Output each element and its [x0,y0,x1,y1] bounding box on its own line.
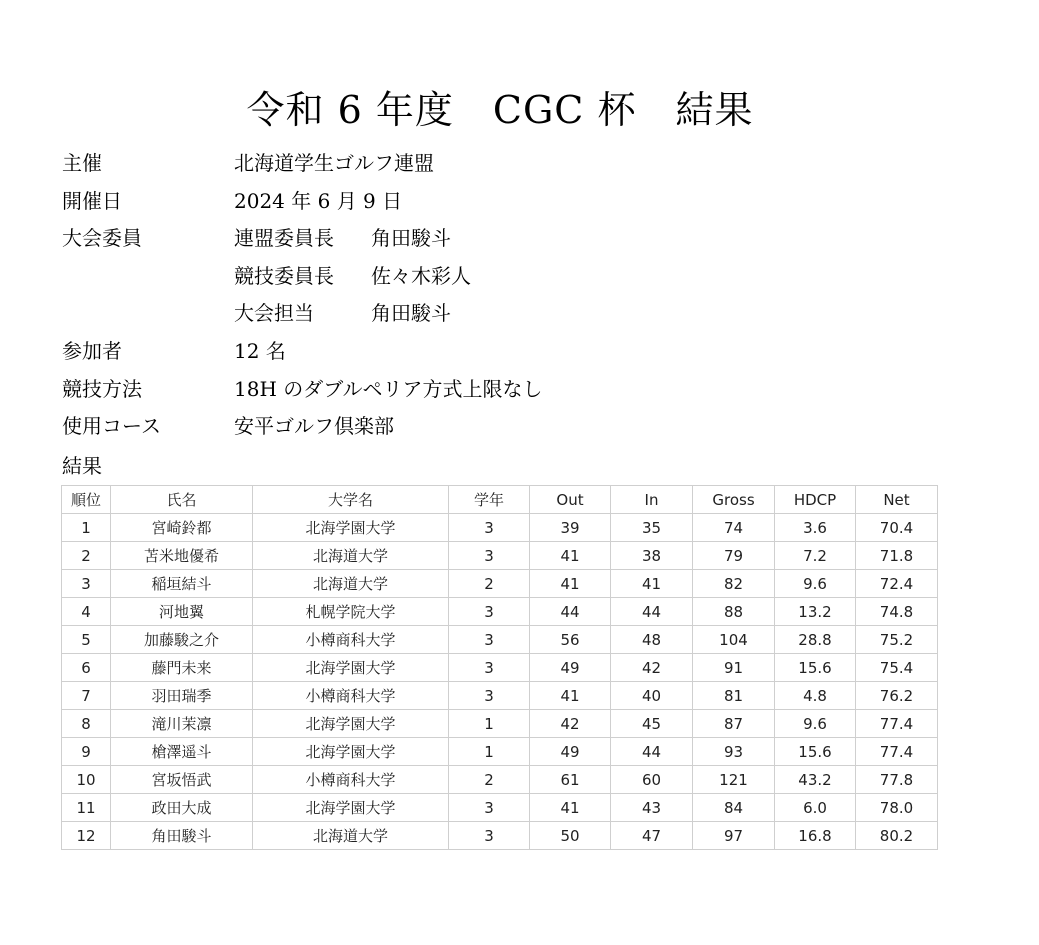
table-row [62,738,938,766]
results-heading: 結果 [62,454,102,478]
committee-name: 角田駿斗 [371,226,451,251]
grade-cell: 3 [449,682,530,710]
table-header [62,486,938,514]
committee-label: 大会委員 [62,226,142,251]
organizer-row [62,145,542,183]
grade-cell: 3 [449,514,530,542]
in-cell: 43 [611,794,693,822]
date-value: 2024 年 6 月 9 日 [234,188,403,213]
rank-cell: 11 [62,794,111,822]
table-body [62,514,938,850]
gross-cell: 74 [693,514,775,542]
committee-role: 競技委員長 [234,263,334,288]
table-row [62,570,938,598]
university-cell: 北海学園大学 [253,710,449,738]
out-cell: 49 [530,654,611,682]
net-cell: 75.2 [856,626,938,654]
gross-cell: 87 [693,710,775,738]
participants-row [62,333,542,371]
net-cell: 77.8 [856,766,938,794]
net-cell: 78.0 [856,794,938,822]
out-cell: 39 [530,514,611,542]
name-cell: 稲垣結斗 [111,570,253,598]
rank-cell: 6 [62,654,111,682]
grade-cell: 1 [449,710,530,738]
university-cell: 札幌学院大学 [253,598,449,626]
in-cell: 35 [611,514,693,542]
committee-row [62,220,542,258]
gross-cell: 97 [693,822,775,850]
hdcp-cell: 7.2 [775,542,856,570]
university-cell: 北海学園大学 [253,794,449,822]
hdcp-cell: 9.6 [775,570,856,598]
university-cell: 小樽商科大学 [253,626,449,654]
gross-cell: 81 [693,682,775,710]
out-cell: 49 [530,738,611,766]
university-cell: 北海道大学 [253,570,449,598]
grade-cell: 3 [449,598,530,626]
results-table [61,485,938,850]
gross-cell: 104 [693,626,775,654]
hdcp-header: HDCP [775,486,856,514]
gross-cell: 88 [693,598,775,626]
university-cell: 北海学園大学 [253,738,449,766]
name-cell: 政田大成 [111,794,253,822]
name-header: 氏名 [111,486,253,514]
gross-cell: 79 [693,542,775,570]
participants-label: 参加者 [62,338,122,363]
rank-cell: 10 [62,766,111,794]
net-cell: 70.4 [856,514,938,542]
rank-cell: 1 [62,514,111,542]
out-header: Out [530,486,611,514]
hdcp-cell: 15.6 [775,654,856,682]
organizer-value: 北海道学生ゴルフ連盟 [234,151,434,175]
course-label: 使用コース [62,414,161,439]
in-cell: 44 [611,598,693,626]
net-cell: 76.2 [856,682,938,710]
table-row [62,682,938,710]
committee-member [234,258,471,296]
out-cell: 44 [530,598,611,626]
university-cell: 北海道大学 [253,822,449,850]
in-cell: 47 [611,822,693,850]
in-cell: 42 [611,654,693,682]
net-cell: 74.8 [856,598,938,626]
grade-cell: 3 [449,822,530,850]
rank-cell: 3 [62,570,111,598]
in-cell: 38 [611,542,693,570]
gross-cell: 82 [693,570,775,598]
table-row [62,626,938,654]
rank-header: 順位 [62,486,111,514]
university-cell: 小樽商科大学 [253,682,449,710]
net-header: Net [856,486,938,514]
in-cell: 60 [611,766,693,794]
university-cell: 北海学園大学 [253,654,449,682]
table-header-row [62,486,938,514]
date-row [62,183,542,221]
course-value: 安平ゴルフ倶楽部 [234,414,394,439]
table-row [62,514,938,542]
hdcp-cell: 13.2 [775,598,856,626]
rank-cell: 2 [62,542,111,570]
in-cell: 44 [611,738,693,766]
table-row [62,542,938,570]
hdcp-cell: 16.8 [775,822,856,850]
committee-name: 角田駿斗 [371,301,451,326]
hdcp-cell: 43.2 [775,766,856,794]
document-title: 令和 6 年度 CGC 杯 結果 [246,88,754,132]
name-cell: 滝川茉凛 [111,710,253,738]
committee-role: 大会担当 [234,301,314,326]
grade-cell: 3 [449,542,530,570]
grade-cell: 2 [449,766,530,794]
format-label: 競技方法 [62,376,142,401]
grade-cell: 2 [449,570,530,598]
gross-cell: 93 [693,738,775,766]
course-row [62,408,542,446]
hdcp-cell: 3.6 [775,514,856,542]
out-cell: 61 [530,766,611,794]
hdcp-cell: 9.6 [775,710,856,738]
hdcp-cell: 28.8 [775,626,856,654]
organizer-label: 主催 [62,151,102,175]
name-cell: 河地翼 [111,598,253,626]
table-row [62,710,938,738]
name-cell: 苫米地優希 [111,542,253,570]
hdcp-cell: 6.0 [775,794,856,822]
gross-header: Gross [693,486,775,514]
net-cell: 80.2 [856,822,938,850]
committee-role: 連盟委員長 [234,226,334,251]
table-row [62,598,938,626]
name-cell: 槍澤遥斗 [111,738,253,766]
format-value: 18H のダブルペリア方式上限なし [234,376,543,401]
university-cell: 小樽商科大学 [253,766,449,794]
committee-name: 佐々木彩人 [371,263,471,288]
date-label: 開催日 [62,188,122,213]
university-header: 大学名 [253,486,449,514]
event-info [62,145,542,446]
out-cell: 41 [530,682,611,710]
gross-cell: 91 [693,654,775,682]
out-cell: 56 [530,626,611,654]
gross-cell: 84 [693,794,775,822]
out-cell: 41 [530,570,611,598]
committee-row [62,258,542,296]
grade-cell: 3 [449,654,530,682]
net-cell: 71.8 [856,542,938,570]
committee-row [62,295,542,333]
table-row [62,794,938,822]
in-cell: 40 [611,682,693,710]
grade-cell: 1 [449,738,530,766]
in-header: In [611,486,693,514]
out-cell: 41 [530,542,611,570]
out-cell: 41 [530,794,611,822]
grade-cell: 3 [449,626,530,654]
table-row [62,654,938,682]
participants-value: 12 名 [234,338,286,363]
name-cell: 加藤駿之介 [111,626,253,654]
in-cell: 48 [611,626,693,654]
gross-cell: 121 [693,766,775,794]
rank-cell: 7 [62,682,111,710]
name-cell: 藤門未来 [111,654,253,682]
net-cell: 77.4 [856,738,938,766]
committee-member [234,295,451,333]
in-cell: 45 [611,710,693,738]
rank-cell: 12 [62,822,111,850]
grade-cell: 3 [449,794,530,822]
hdcp-cell: 15.6 [775,738,856,766]
in-cell: 41 [611,570,693,598]
rank-cell: 5 [62,626,111,654]
hdcp-cell: 4.8 [775,682,856,710]
university-cell: 北海道大学 [253,542,449,570]
net-cell: 77.4 [856,710,938,738]
net-cell: 72.4 [856,570,938,598]
format-row [62,371,542,409]
out-cell: 50 [530,822,611,850]
rank-cell: 9 [62,738,111,766]
table-row [62,766,938,794]
grade-header: 学年 [449,486,530,514]
university-cell: 北海学園大学 [253,514,449,542]
rank-cell: 8 [62,710,111,738]
name-cell: 宮坂悟武 [111,766,253,794]
net-cell: 75.4 [856,654,938,682]
name-cell: 羽田瑞季 [111,682,253,710]
committee-member [234,220,451,258]
rank-cell: 4 [62,598,111,626]
table-row [62,822,938,850]
out-cell: 42 [530,710,611,738]
name-cell: 宮崎鈴都 [111,514,253,542]
name-cell: 角田駿斗 [111,822,253,850]
